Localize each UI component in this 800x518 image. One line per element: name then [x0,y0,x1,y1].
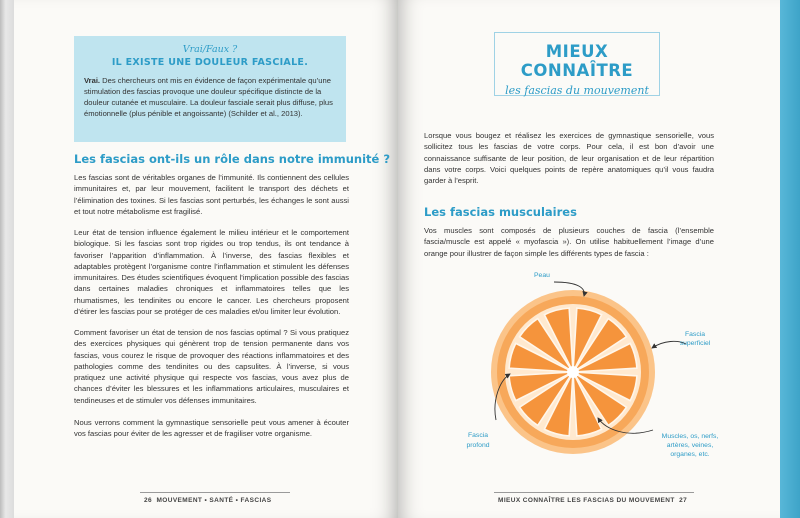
label-muscles-3: organes, etc. [670,451,710,458]
label-peau: Peau [534,272,550,279]
paragraph-2: Leur état de tension influence également le milieu intérieur et le comportement biologique. Si les fascias sont trop rigides ou trop tendus, ils ont tendance à favoriser l’apparition d’inflammation. À l’inverse, des fascias flexibles et adaptables protègent l’organisme contre l’inflammation et stimulent les défenses immunitaires. Des études scientifiques évoquent l’implication possible des fascias dans certaines maladies chroniques et inflammatoires telles que les rhumatismes, les tendinites ou encore le cancer. Les chercheurs proposent d’étirer les fascias pour se protéger de ces maladies et/ou limiter leur évolution. [74,228,349,317]
label-muscles-2: artères, veines, [666,442,714,449]
label-profond-2: profond [466,442,490,449]
left-page-number: 26 [144,497,153,504]
box-body: Des chercheurs ont mis en évidence de façon expérimentale qu’une stimulation des fascias provoque une douleur spécifique distincte de la douleur cutanée et musculaire. La douleur fasciale serait plus diffuse, plus émotionnelle (plus pénible et angoissante) (Schilder et al., 2013). [84,76,333,118]
true-false-box [74,36,346,142]
paragraph-3: Comment favoriser un état de tension de nos fascias optimal ? Si vous pratiquez des exercices physiques qui génèrent trop de tension permanente dans vos fascias, vous courez le risque de provoquer des réactions inflammatoires et des pathologies comme des tendinites ou des capsulites. À l’inverse, si vous pratiquez une activité physique qui respecte vos fascias, vous avez plus de chances d’éviter les blessures et les inflammations articulaires, musculaires et tendineuses et de stimuler vos défenses immunitaires. [74,328,349,405]
orange-diagram [458,270,748,470]
right-page [398,0,780,518]
orange-core [567,366,579,378]
label-superficiel-1: Fascia [684,331,706,338]
right-running-title: MIEUX CONNAÎTRE LES FASCIAS DU MOUVEMENT [498,497,675,504]
body-paragraph: Vos muscles sont composés de plusieurs couches de fascia (l’ensemble fascia/muscle est appelé « myofascia »). On utilise habituellement l’image d’une orange pour illustrer de façon simple les différents types de fascia : [424,226,714,258]
paragraph-4: Nous verrons comment la gymnastique sensorielle peut vous amener à écouter vos fascias pour éviter de les agresser et de fragiliser votre organisme. [74,418,349,439]
chapter-header [494,32,660,96]
label-superficiel-2: superficiel [679,340,711,347]
footer-rule-left [140,492,290,493]
left-footer [144,497,271,504]
left-running-title: MOUVEMENT • SANTÉ • FASCIAS [156,497,272,504]
box-kicker: Vrai/Faux ? [182,44,238,55]
box-answer: Vrai. [84,76,101,85]
right-page-number: 27 [679,497,688,504]
page-edges-left [0,0,14,518]
chapter-title: MIEUX CONNAÎTRE [520,42,634,80]
section-heading-musculaires: Les fascias musculaires [424,205,577,219]
section-heading-immunite: Les fascias ont-ils un rôle dans notre immunité ? [74,152,391,166]
box-title: IL EXISTE UNE DOULEUR FASCIALE. [111,57,309,68]
left-page [14,0,398,518]
right-footer [498,497,687,504]
label-muscles-1: Muscles, os, nerfs, [661,433,719,440]
box-text [84,75,336,119]
label-profond-1: Fascia [467,432,489,439]
paragraph-1: Les fascias sont de véritables organes de l’immunité. Ils contiennent des cellules immunitaires et, par leur mouvement, facilitent le transport des déchets et l’élimination des toxines. Si les fascias sont perturbés, les échanges le sont aussi et tout notre métabolisme est fragilisé. [74,173,349,216]
book-cover-edge [780,0,800,518]
chapter-subtitle: les fascias du mouvement [505,84,649,97]
intro-paragraph: Lorsque vous bougez et réalisez les exercices de gymnastique sensorielle, vous sollicitez tous les fascias de votre corps. Pour cela, il est bon d’avoir une connaissance suffisante de leur position, de leur organisation et de leur répartition dans votre corps. Voici quelques points de repère anatomiques qu’il vous faudra garder à l’esprit. [424,131,714,186]
footer-rule-right [494,492,694,493]
